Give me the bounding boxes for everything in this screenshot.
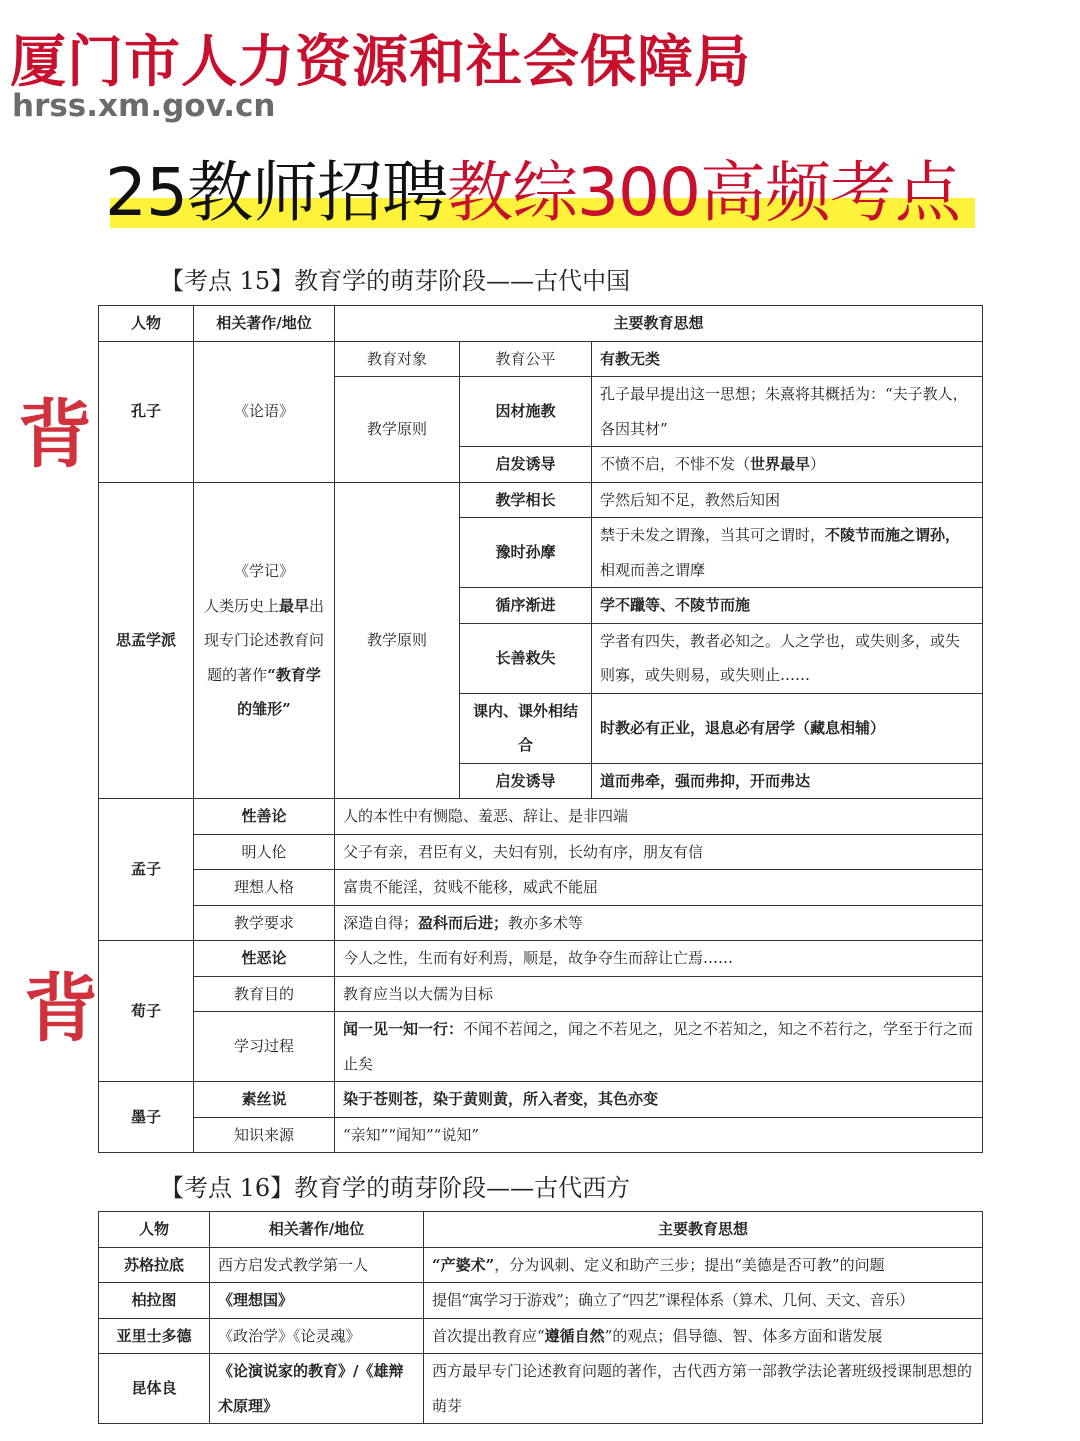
- mengzi-req-b: 盈科而后进；: [418, 913, 509, 932]
- simeng-r2-a: 禁于未发之谓豫，当其可之谓时，: [600, 526, 826, 544]
- aristotle-work: 《政治学》《论灵魂》: [210, 1318, 424, 1354]
- aristotle-idea-b: 遵循自然: [544, 1326, 605, 1345]
- simeng-principle-label: 教学原则: [335, 482, 460, 799]
- mengzi-row-label: 理想人格: [194, 870, 335, 906]
- xunzi-r2-label: 教育目的: [194, 976, 335, 1012]
- xunzi-r3-b: 不闻不若闻之，闻之不若见之，见之不若知之，知之不若行之，学至于行之而止矣: [343, 1020, 974, 1073]
- simeng-name: 思孟学派: [99, 482, 194, 799]
- mozi-r2-value: “亲知”“闻知”“说知”: [335, 1117, 983, 1153]
- aristotle-idea-c: ”的观点；倡导德、智、体多方面和谐发展: [604, 1326, 883, 1345]
- mengzi-row-value: [335, 905, 983, 941]
- kongzi-qifa-c: ）: [810, 455, 826, 473]
- kongzi-qifa-a: 不愤不启，不悱不发（: [600, 455, 751, 473]
- mengzi-row-value: 父子有亲，君臣有义，夫妇有别，长幼有序，朋友有信: [335, 834, 983, 870]
- mozi-r1-label: 素丝说: [194, 1082, 335, 1118]
- simeng-r2-c: 相观而善之谓摩: [600, 560, 706, 579]
- quintilian-work: 《论演说家的教育》/《雄辩术原理》: [210, 1354, 424, 1424]
- xunzi-r3-a: 闻一见一知一行：: [343, 1020, 464, 1038]
- simeng-r6-label: 启发诱导: [460, 763, 592, 799]
- mengzi-req-a: 深造自得；: [343, 913, 419, 932]
- plato-idea: 提倡“寓学习于游戏”；确立了“四艺”课程体系（算术、几何、天文、音乐）: [424, 1283, 983, 1319]
- simeng-r4-label: 长善救失: [460, 623, 592, 693]
- simeng-work: [194, 482, 335, 799]
- simeng-r6-value: 道而弗牵，强而弗抑，开而弗达: [592, 763, 983, 799]
- xunzi-r3-value: [335, 1012, 983, 1082]
- simeng-r1-label: 教学相长: [460, 482, 592, 518]
- watermark-url: hrss.xm.gov.cn: [12, 88, 276, 124]
- kongzi-qifa-b: 世界最早: [750, 455, 811, 473]
- headline-part1: 25教师招聘: [105, 154, 447, 231]
- simeng-r2-label: 豫时孙摩: [460, 518, 592, 588]
- xunzi-r2-value: 教育应当以大儒为目标: [335, 976, 983, 1012]
- header-person: 人物: [99, 306, 194, 342]
- quintilian-idea: 西方最早专门论述教育问题的著作，古代西方第一部教学法论著班级授课制思想的萌芽: [424, 1354, 983, 1424]
- mengzi-row-label: 明人伦: [194, 834, 335, 870]
- section16-title: 【考点 16】教育学的萌芽阶段——古代西方: [160, 1174, 631, 1202]
- socrates-idea-b: ，分为讽刺、定义和助产三步；提出“美德是否可教”的问题: [494, 1255, 885, 1274]
- mengzi-row-label: 教学要求: [194, 905, 335, 941]
- headline: [105, 148, 960, 238]
- kongzi-name: 孔子: [99, 341, 194, 482]
- kongzi-yincai-value: 孔子最早提出这一思想；朱熹将其概括为：“夫子教人，各因其材”: [592, 377, 983, 447]
- kongzi-work: 《论语》: [194, 341, 335, 482]
- socrates-idea: [424, 1247, 983, 1283]
- header-ideas: 主要教育思想: [335, 306, 983, 342]
- section15-table: [98, 305, 983, 1153]
- section16-table: [98, 1211, 983, 1424]
- xunzi-name: 荀子: [99, 941, 194, 1082]
- plato-work: 《理想国》: [210, 1283, 424, 1319]
- bei-mark-top: 背: [18, 392, 92, 478]
- socrates-idea-a: “产婆术”: [432, 1255, 495, 1274]
- simeng-work-3: 最早: [278, 596, 309, 615]
- kongzi-fair-value: 有教无类: [592, 341, 983, 377]
- kongzi-qifa-label: 启发诱导: [460, 447, 592, 483]
- plato-name: 柏拉图: [99, 1283, 210, 1319]
- header-works: 相关著作/地位: [210, 1212, 424, 1248]
- xunzi-r1-value: 今人之性，生而有好利焉，顺是，故争夺生而辞让亡焉……: [335, 941, 983, 977]
- quintilian-name: 昆体良: [99, 1354, 210, 1424]
- header-works: 相关著作/地位: [194, 306, 335, 342]
- headline-part2: 教综300高频考点: [446, 154, 960, 231]
- aristotle-name: 亚里士多德: [99, 1318, 210, 1354]
- simeng-r2-value: [592, 518, 983, 588]
- kongzi-yincai-label: 因材施教: [460, 377, 592, 447]
- xunzi-r3-label: 学习过程: [194, 1012, 335, 1082]
- aristotle-idea: [424, 1318, 983, 1354]
- simeng-r4-value: 学者有四失，教者必知之。人之学也，或失则多，或失则寡，或失则易，或失则止……: [592, 623, 983, 693]
- socrates-work: 西方启发式教学第一人: [210, 1247, 424, 1283]
- mengzi-name: 孟子: [99, 799, 194, 941]
- kongzi-fair-label: 教育公平: [460, 341, 592, 377]
- mozi-r1-value: 染于苍则苍，染于黄则黄，所入者变，其色亦变: [335, 1082, 983, 1118]
- kongzi-object-label: 教育对象: [335, 341, 460, 377]
- simeng-r2-b: 不陵节而施之谓孙，: [825, 526, 961, 544]
- mengzi-row-label: 性善论: [194, 799, 335, 835]
- simeng-r3-label: 循序渐进: [460, 588, 592, 624]
- mengzi-row-value: 人的本性中有恻隐、羞恶、辞让、是非四端: [335, 799, 983, 835]
- bei-mark-bottom: 背: [24, 966, 98, 1052]
- mengzi-row-value: 富贵不能淫，贫贱不能移，威武不能屈: [335, 870, 983, 906]
- simeng-work-1: 《学记》: [233, 562, 294, 580]
- header-person: 人物: [99, 1212, 210, 1248]
- simeng-r5-value: 时教必有正业，退息必有居学（藏息相辅）: [592, 693, 983, 763]
- kongzi-qifa-value: [592, 447, 983, 483]
- simeng-r3-value: 学不躐等、不陵节而施: [592, 588, 983, 624]
- header-ideas: 主要教育思想: [424, 1212, 983, 1248]
- simeng-r1-value: 学然后知不足，教然后知困: [592, 482, 983, 518]
- simeng-r5-label: 课内、课外相结合: [460, 693, 592, 763]
- section15-title: 【考点 15】教育学的萌芽阶段——古代中国: [160, 267, 631, 295]
- simeng-work-2: 人类历史上: [203, 596, 279, 615]
- socrates-name: 苏格拉底: [99, 1247, 210, 1283]
- mozi-name: 墨子: [99, 1082, 194, 1153]
- simeng-work-4: 出现专门论述教育问题的著作: [203, 596, 325, 684]
- simeng-work-5: “教育学的雏形”: [237, 665, 321, 718]
- mengzi-req-c: 教亦多术等: [508, 913, 584, 932]
- xunzi-r1-label: 性恶论: [194, 941, 335, 977]
- aristotle-idea-a: 首次提出教育应“: [432, 1326, 545, 1345]
- mozi-r2-label: 知识来源: [194, 1117, 335, 1153]
- kongzi-principle-label: 教学原则: [335, 377, 460, 483]
- watermark-org: 厦门市人力资源和社会保障局: [10, 30, 751, 95]
